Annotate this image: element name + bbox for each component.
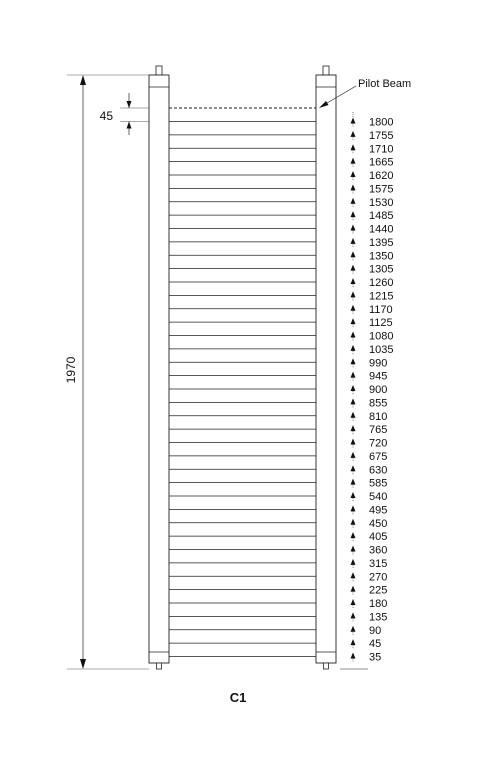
height-label: 1305	[369, 263, 394, 276]
height-label: 540	[369, 491, 388, 503]
height-label: 1755	[369, 129, 394, 142]
height-label: 1530	[369, 196, 394, 209]
right-column-body	[316, 75, 336, 663]
height-label: 360	[369, 544, 388, 557]
height-arrow	[351, 131, 356, 137]
height-label: 1665	[369, 156, 394, 169]
height-label: 1170	[369, 303, 393, 316]
height-label: 495	[369, 504, 388, 517]
height-label: 1260	[369, 277, 394, 289]
height-label: 675	[369, 450, 388, 463]
height-label: 855	[369, 397, 388, 410]
height-arrow	[351, 452, 356, 458]
height-arrow	[351, 465, 356, 471]
height-label: 90	[369, 624, 382, 637]
height-arrow	[351, 118, 356, 124]
height-label: 315	[369, 557, 388, 570]
height-arrow	[351, 332, 356, 338]
height-label: 630	[369, 464, 388, 477]
height-arrow	[351, 626, 356, 632]
height-arrow	[351, 265, 356, 271]
height-label: 35	[369, 651, 382, 664]
height-label: 1800	[369, 116, 394, 129]
height-label: 1710	[369, 143, 394, 156]
total-height-label: 1970	[64, 356, 78, 384]
height-label: 1350	[369, 250, 394, 263]
height-label: 1395	[369, 236, 394, 249]
height-arrow	[351, 278, 356, 284]
height-arrow	[351, 385, 356, 391]
height-arrow	[351, 358, 356, 364]
right-column	[316, 66, 336, 669]
height-arrow	[351, 479, 356, 485]
height-arrow	[351, 599, 356, 605]
height-label: 1620	[369, 170, 394, 182]
height-arrow	[351, 425, 356, 431]
height-label: 1485	[369, 210, 394, 223]
height-arrow	[351, 586, 356, 592]
left-bottom-stud	[157, 663, 162, 669]
height-arrow	[351, 412, 356, 418]
figure-title: C1	[229, 690, 247, 705]
total-dim-arrow-top	[80, 75, 86, 85]
height-arrow	[351, 158, 356, 164]
height-arrow	[351, 492, 356, 498]
height-label: 1215	[369, 290, 394, 303]
height-label: 1035	[369, 343, 394, 356]
height-arrow	[351, 372, 356, 378]
height-label: 720	[369, 437, 388, 450]
height-label: 585	[369, 477, 388, 490]
left-top-stud	[156, 66, 162, 75]
offset-dim-arrow-top	[127, 101, 132, 108]
pilot-beam-label: Pilot Beam	[358, 78, 412, 90]
height-arrow	[351, 318, 356, 324]
height-arrow	[351, 639, 356, 645]
height-arrow	[351, 144, 356, 150]
height-label: 270	[369, 571, 388, 584]
height-label: 900	[369, 384, 388, 396]
right-bottom-stud	[324, 663, 329, 669]
height-label: 405	[369, 531, 388, 544]
height-label: 1125	[369, 317, 393, 330]
beam-lines	[169, 108, 316, 657]
height-arrow	[351, 653, 356, 659]
height-label: 945	[369, 370, 388, 383]
height-arrow	[351, 291, 356, 297]
height-marks	[340, 112, 393, 669]
height-arrow	[351, 546, 356, 552]
height-arrow	[351, 238, 356, 244]
height-label: 45	[369, 638, 382, 651]
height-arrow	[351, 505, 356, 511]
top-offset-label: 45	[99, 109, 113, 123]
left-column-body	[149, 75, 169, 663]
height-label: 990	[369, 357, 388, 370]
height-arrow	[351, 184, 356, 190]
height-label: 810	[369, 410, 388, 423]
height-arrow	[351, 171, 356, 177]
height-arrow	[351, 398, 356, 404]
height-arrow	[351, 439, 356, 445]
height-arrow	[351, 572, 356, 578]
height-arrow	[351, 198, 356, 204]
height-label: 1080	[369, 330, 394, 343]
right-top-stud	[323, 66, 329, 75]
height-label: 135	[369, 611, 388, 624]
height-arrow	[351, 211, 356, 217]
height-arrow	[351, 559, 356, 565]
height-label: 765	[369, 424, 388, 437]
height-label: 225	[369, 584, 388, 597]
height-arrow	[351, 305, 356, 311]
height-label: 450	[369, 517, 388, 530]
height-arrow	[351, 532, 356, 538]
height-arrow	[351, 519, 356, 525]
dimension-lines	[67, 75, 356, 669]
height-label: 1575	[369, 183, 394, 196]
left-column	[149, 66, 169, 669]
height-arrow	[351, 612, 356, 618]
height-label: 180	[369, 598, 388, 610]
offset-dim-arrow-bottom	[127, 122, 132, 129]
height-arrow	[351, 345, 356, 351]
height-arrow	[351, 251, 356, 257]
height-label: 1440	[369, 223, 394, 236]
height-arrow	[351, 225, 356, 231]
total-dim-arrow-bottom	[80, 659, 86, 669]
